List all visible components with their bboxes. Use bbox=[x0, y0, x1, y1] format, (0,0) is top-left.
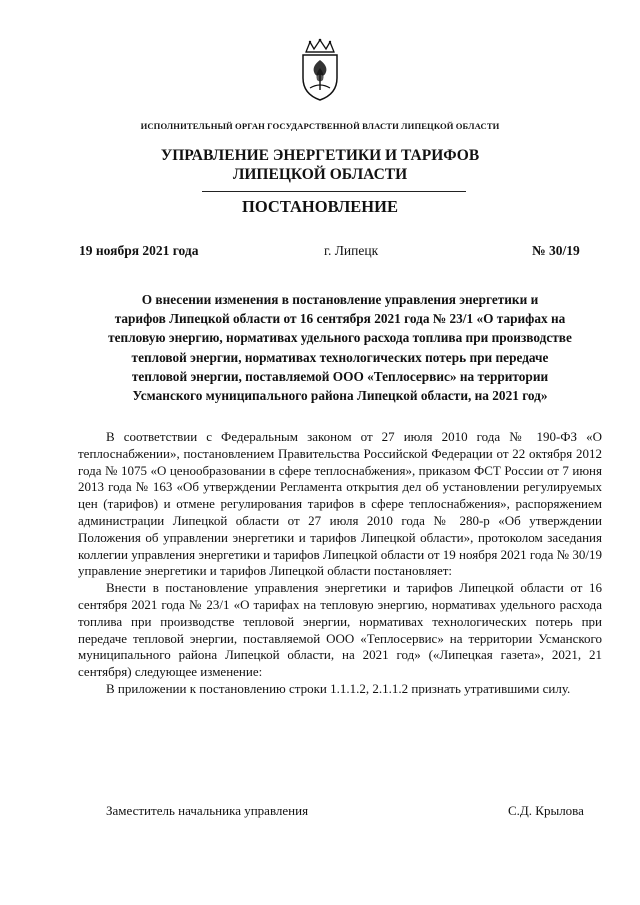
subject-line: тепловой энергии, нормативах технологических потерь при передаче bbox=[131, 349, 549, 365]
signatory-title: Заместитель начальника управления bbox=[106, 803, 309, 818]
document-city: г. Липецк bbox=[324, 243, 379, 258]
department-title bbox=[0, 146, 640, 184]
subject-line: тепловую энергию, нормативах удельного расхода топлива при производстве bbox=[108, 330, 572, 346]
body-paragraph-preamble: В соответствии с Федеральным законом от 27 июля 2010 года № 190-ФЗ «О теплоснабжении», постановлением Правительства Российской Федерации от 22 октября 2012 года № 1075 «О ценообразовании в сфере теплоснабжения», приказом ФСТ России от 7 июня 2013 года № 163 «Об утверждении Регламента открытия дел об установлении регулируемых цен (тарифов) и отмене регулирования тарифов в сфере теплоснабжения», распоряжением администрации Липецкой области от 27 июля 2010 года № 280-р «Об утверждении Положения об управлении энергетики и тарифов Липецкой области», протоколом заседания коллегии управления энергетики и тарифов Липецкой области от 19 ноября 2021 года № 30/19 управление энергетики и тарифов Липецкой области постановляет: bbox=[78, 429, 602, 579]
document-date: 19 ноября 2021 года bbox=[79, 243, 199, 258]
subject-line: О внесении изменения в постановление управления энергетики и bbox=[141, 292, 539, 307]
document-body bbox=[78, 429, 602, 698]
document-number: № 30/19 bbox=[532, 243, 580, 258]
department-title-line-2: ЛИПЕЦКОЙ ОБЛАСТИ bbox=[232, 166, 408, 183]
org-line: ИСПОЛНИТЕЛЬНЫЙ ОРГАН ГОСУДАРСТВЕННОЙ ВЛАСТИ ЛИПЕЦКОЙ ОБЛАСТИ bbox=[140, 121, 500, 131]
body-paragraph-repeal: В приложении к постановлению строки 1.1.1.2, 2.1.1.2 признать утратившими силу. bbox=[106, 680, 571, 696]
subject-line: Усманского муниципального района Липецкой области, на 2021 год» bbox=[132, 388, 548, 404]
department-title-line-1: УПРАВЛЕНИЕ ЭНЕРГЕТИКИ И ТАРИФОВ bbox=[160, 147, 480, 164]
document-type: ПОСТАНОВЛЕНИЕ bbox=[242, 197, 398, 216]
document-subject bbox=[76, 290, 604, 405]
department-divider bbox=[202, 191, 466, 192]
coat-of-arms-icon bbox=[298, 38, 342, 102]
signatory-name: С.Д. Крылова bbox=[508, 803, 584, 818]
body-paragraph-amendment: Внести в постановление управления энергетики и тарифов Липецкой области от 16 сентября 2021 года № 23/1 «О тарифах на тепловую энергию, нормативах удельного расхода топлива при производстве тепловой энергии, нормативах технологических потерь при передаче тепловой энергии, поставляемой ООО «Теплосервис» на территории Усманского муниципального района Липецкой области, на 2021 год» («Липецкая газета», 2021, 21 сентября) следующее изменение: bbox=[78, 580, 602, 680]
subject-line: тепловой энергии, поставляемой ООО «Теплосервис» на территории bbox=[131, 368, 549, 384]
subject-line: тарифов Липецкой области от 16 сентября 2021 года № 23/1 «О тарифах на bbox=[114, 311, 566, 327]
